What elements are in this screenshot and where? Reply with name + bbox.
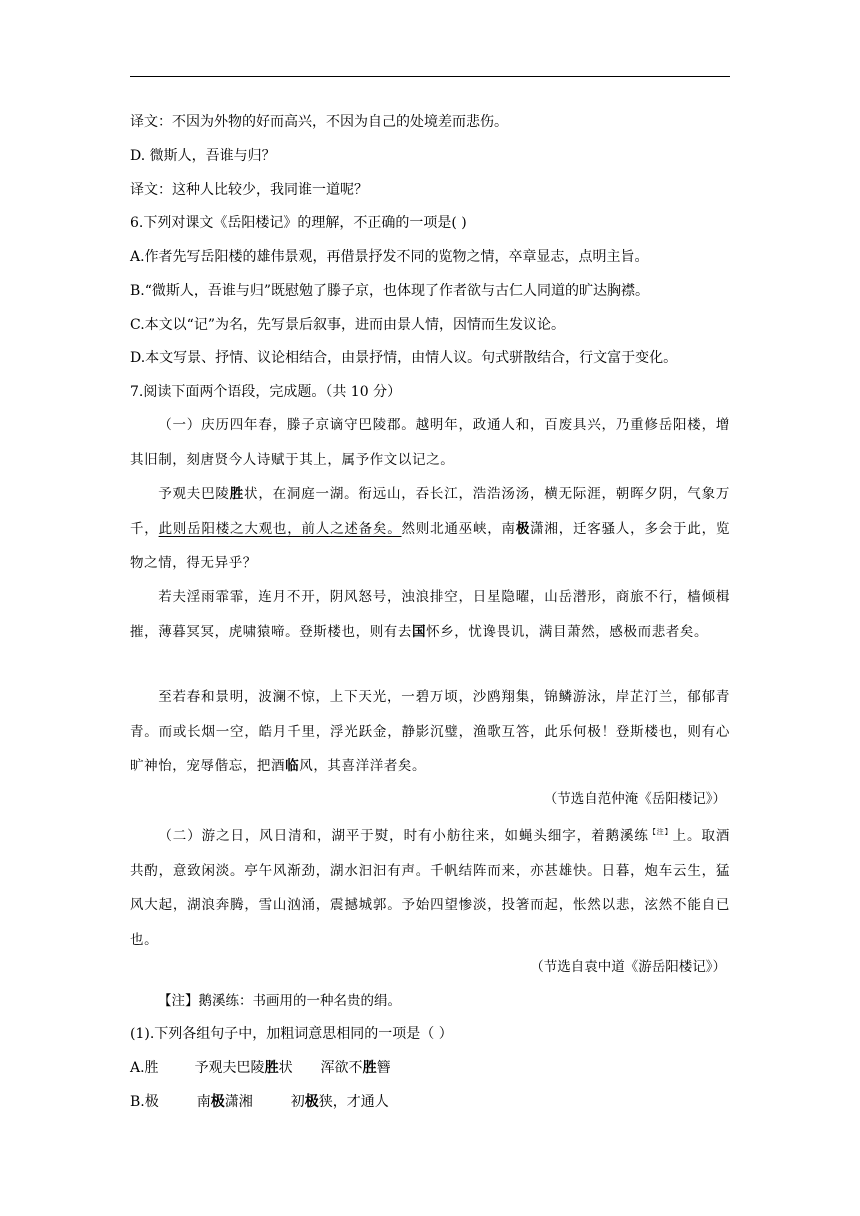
sub-option-a: A.胜 予观夫巴陵胜状 浑欲不胜簪 — [130, 1060, 391, 1076]
passage-1-source: （节选自范仲淹《岳阳楼记》） — [543, 791, 726, 807]
question-6-option-d: D.本文写景、抒情、议论相结合，由景抒情，由情人议。句式骈散结合，行文富于变化。 — [130, 350, 678, 366]
sub-option-b: B.极 南极潇湘 初极狭，才通人 — [130, 1094, 389, 1110]
question-6-option-b: B.“微斯人，吾谁与归”既慰勉了滕子京，也体现了作者欲与古仁人同道的旷达胸襟。 — [130, 283, 650, 299]
translation-line: 译文：这种人比较少，我同谁一道呢？ — [130, 182, 368, 198]
header-rule — [130, 76, 730, 77]
option-d-sentence: D. 微斯人，吾谁与归？ — [130, 148, 276, 164]
bold-word: 极 — [304, 1094, 319, 1110]
question-6-option-a: A.作者先写岳阳楼的雄伟景观，再借景抒发不同的览物之情，卒章显志，点明主旨。 — [130, 249, 649, 265]
question-7: 7.阅读下面两个语段，完成题。（共 10 分） — [130, 384, 402, 400]
passage-1-para-2: 予观夫巴陵胜状，在洞庭一湖。衔远山，吞长江，浩浩汤汤，横无际涯，朝晖夕阴，气象万千，此则岳阳楼之大观也，前人之述备矣。然则北通巫峡，南极潇湘，迁客骚人，多会于此，览物之情，得无异乎？ — [130, 486, 731, 571]
question-6: 6.下列对课文《岳阳楼记》的理解，不正确的一项是( ) — [130, 215, 467, 231]
bold-word: 临 — [285, 758, 300, 774]
footnote-marker: 【注】 — [648, 828, 673, 836]
passage-2-source: （节选自袁中道《游岳阳楼记》） — [530, 959, 726, 975]
underlined-sentence: 此则岳阳楼之大观也，前人之述备矣。 — [158, 520, 402, 537]
bold-word: 国 — [412, 623, 427, 640]
question-6-option-c: C.本文以“记”为名，先写景后叙事，进而由景人情，因情而生发议论。 — [130, 317, 565, 333]
passage-1-para-3: 若夫淫雨霏霏，连月不开，阴风怒号，浊浪排空，日星隐曜，山岳潜形，商旅不行，樯倾楫摧，薄暮冥冥，虎啸猿啼。登斯楼也，则有去国怀乡，忧谗畏讥，满目萧然，感极而悲者矣。 — [130, 589, 730, 640]
passage-1-para-1: （一）庆历四年春，滕子京谪守巴陵郡。越明年，政通人和，百废具兴，乃重修岳阳楼，增其旧制，刻唐贤今人诗赋于其上，属予作文以记之。 — [130, 417, 730, 468]
bold-word: 胜 — [264, 1060, 279, 1076]
passage-1-para-4: 至若春和景明，波澜不惊，上下天光，一碧万顷，沙鸥翔集，锦鳞游泳，岸芷汀兰，郁郁青青。而或长烟一空，皓月千里，浮光跃金，静影沉璧，渔歌互答，此乐何极！登斯楼也，则有心旷神怡，宠辱偕忘，把酒临风，其喜洋洋者矣。 — [130, 689, 730, 774]
passage-2-para: （二）游之日，风日清和，湖平于熨，时有小舫往来，如蝇头细字，着鹅溪练$^{【注】}$上。取酒共酌，意致闲淡。亭午风渐劲，湖水汩汩有声。千帆结阵而来，亦甚雄快。日暮，炮车云生，猛风大起，湖浪奔腾，雪山汹涌，震撼城郭。予始四望惨淡，投箸而起，怅然以悲，泫然不能自已也。 — [130, 828, 730, 948]
sub-question-1: (1).下列各组句子中，加粗词意思相同的一项是（ ） — [130, 1026, 453, 1042]
bold-word: 极 — [210, 1094, 225, 1110]
bold-word: 胜 — [229, 486, 245, 502]
translation-line: 译文：不因为外物的好而高兴，不因为自己的处境差而悲伤。 — [130, 114, 508, 130]
footnote: 【注】鹅溪练：书画用的一种名贵的绢。 — [158, 993, 401, 1009]
bold-word: 极 — [515, 520, 531, 537]
bold-word: 胜 — [362, 1060, 377, 1076]
